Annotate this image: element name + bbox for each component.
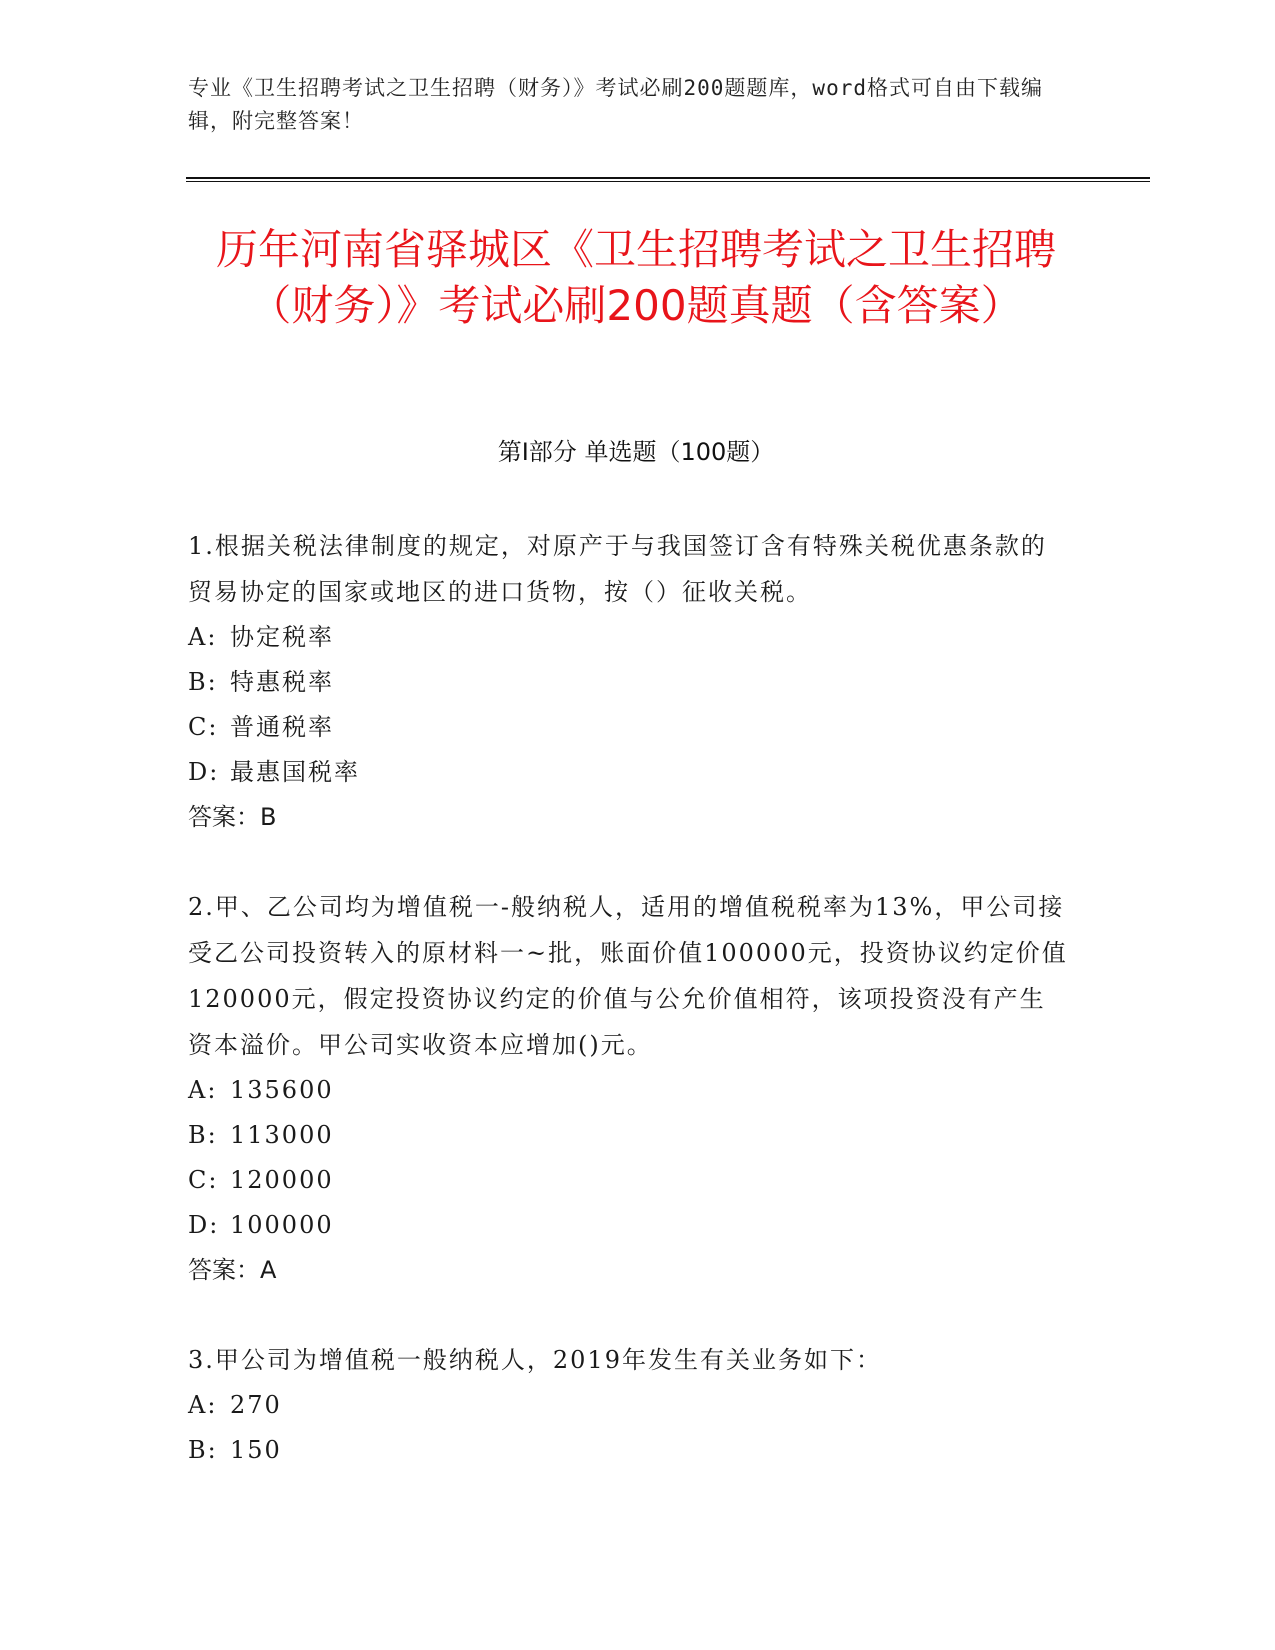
- option-text: 113000: [230, 1121, 334, 1149]
- option-letter: B:: [188, 1121, 218, 1149]
- option-a: [188, 1383, 1068, 1428]
- option-a: [188, 1068, 1068, 1113]
- header-divider-thin: [186, 181, 1150, 182]
- option-d: [188, 1203, 1068, 1248]
- document-title: 历年河南省驿城区《卫生招聘考试之卫生招聘（财务）》考试必刷200题真题（含答案）: [215, 225, 1056, 330]
- option-text: 最惠国税率: [230, 758, 360, 786]
- question-stem: 3.甲公司为增值税一般纳税人，2019年发生有关业务如下：: [188, 1346, 882, 1374]
- option-text: 100000: [230, 1211, 334, 1239]
- header-note: 专业《卫生招聘考试之卫生招聘（财务）》考试必刷200题题库，word格式可自由下载编辑，附完整答案！: [188, 76, 1043, 133]
- question-list: [188, 523, 1068, 1517]
- answer-line: 答案：B: [188, 803, 277, 831]
- option-text: 普通税率: [230, 713, 334, 741]
- option-letter: C:: [188, 713, 219, 741]
- option-d: [188, 750, 1068, 795]
- option-letter: A:: [188, 1076, 218, 1104]
- option-text: 120000: [230, 1166, 334, 1194]
- option-letter: D:: [188, 1211, 220, 1239]
- option-letter: C:: [188, 1166, 219, 1194]
- header-divider: [186, 177, 1150, 179]
- option-text: 协定税率: [230, 623, 334, 651]
- question-3: [188, 1337, 1068, 1473]
- option-c: [188, 705, 1068, 750]
- option-list: [188, 1068, 1068, 1248]
- option-letter: A:: [188, 1391, 218, 1419]
- option-letter: B:: [188, 1436, 218, 1464]
- option-c: [188, 1158, 1068, 1203]
- option-list: [188, 1383, 1068, 1473]
- question-stem: 2.甲、乙公司均为增值税一-般纳税人，适用的增值税税率为13%，甲公司接受乙公司投资转入的原材料一~批，账面价值100000元，投资协议约定价值120000元，假定投资协议约定的价值与公允价值相符，该项投资没有产生资本溢价。甲公司实收资本应增加()元。: [188, 893, 1068, 1059]
- option-letter: A:: [188, 623, 218, 651]
- option-b: [188, 660, 1068, 705]
- option-b: [188, 1428, 1068, 1473]
- option-letter: B:: [188, 668, 218, 696]
- option-list: [188, 615, 1068, 795]
- option-b: [188, 1113, 1068, 1158]
- answer-line: 答案：A: [188, 1256, 277, 1284]
- option-text: 135600: [230, 1076, 334, 1104]
- question-2: [188, 884, 1068, 1293]
- question-1: [188, 523, 1068, 840]
- option-text: 270: [230, 1391, 282, 1419]
- option-letter: D:: [188, 758, 220, 786]
- section-heading: 第I部分 单选题（100题）: [497, 438, 775, 466]
- option-text: 特惠税率: [230, 668, 334, 696]
- question-stem: 1.根据关税法律制度的规定，对原产于与我国签订含有特殊关税优惠条款的贸易协定的国家或地区的进口货物，按（）征收关税。: [188, 532, 1047, 606]
- option-text: 150: [230, 1436, 282, 1464]
- option-a: [188, 615, 1068, 660]
